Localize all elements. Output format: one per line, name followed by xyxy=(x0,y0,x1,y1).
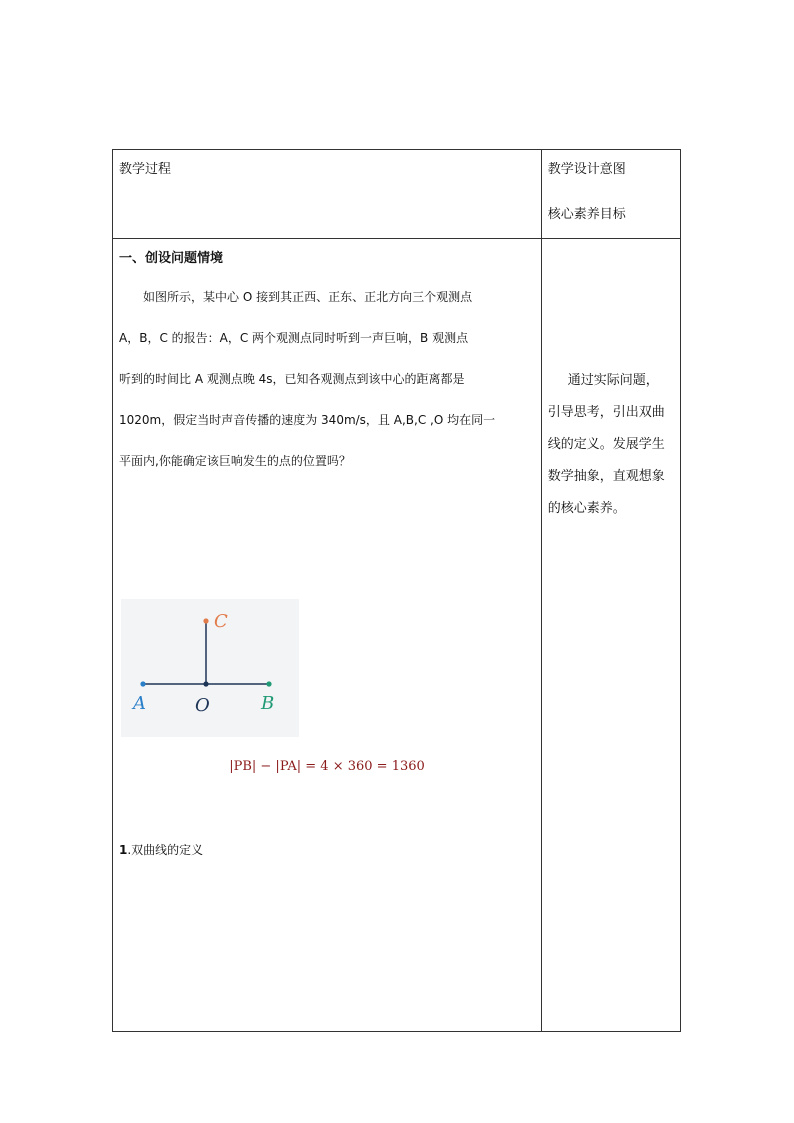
intent-line: 引导思考，引出双曲 xyxy=(547,405,665,420)
intent-line: 数学抽象，直观想象 xyxy=(547,469,665,484)
distance-formula: |PB| − |PA| = 4 × 360 = 1360 xyxy=(229,759,425,774)
point-a xyxy=(140,681,145,686)
header-cell-intent xyxy=(541,150,680,239)
intent-line: 线的定义。发展学生 xyxy=(547,437,665,452)
section-title: 一、创设问题情境 xyxy=(119,251,224,266)
label-c: C xyxy=(214,611,228,632)
label-o: O xyxy=(195,695,210,716)
problem-line: 平面内,你能确定该巨响发生的点的位置吗？ xyxy=(119,454,351,468)
point-b xyxy=(266,681,271,686)
intent-paragraph xyxy=(548,365,676,525)
intent-content-cell xyxy=(541,239,680,1032)
figure-svg xyxy=(121,599,299,737)
label-a: A xyxy=(133,693,146,714)
lesson-table xyxy=(112,149,681,1032)
problem-paragraph xyxy=(119,277,535,482)
header-cell-process xyxy=(113,150,542,239)
process-content-cell xyxy=(113,239,542,1032)
point-c xyxy=(203,618,208,623)
observation-points-figure xyxy=(121,599,299,737)
problem-line: 如图所示，某中心 O 接到其正西、正东、正北方向三个观测点 xyxy=(143,290,473,304)
problem-line: 听到的时间比 A 观测点晚 4s，已知各观测点到该中心的距离都是 xyxy=(119,372,465,386)
definition-number: 1 xyxy=(119,843,128,857)
header-goal-label: 核心素养目标 xyxy=(547,207,626,222)
intent-line: 通过实际问题， xyxy=(567,373,659,388)
definition-heading xyxy=(119,841,203,858)
label-b: B xyxy=(261,693,275,714)
point-o xyxy=(203,681,208,686)
definition-title: .双曲线的定义 xyxy=(127,843,204,857)
intent-line: 的核心素养。 xyxy=(547,501,626,516)
header-process-label: 教学过程 xyxy=(119,162,172,177)
problem-line: 1020m，假定当时声音传播的速度为 340m/s，且 A,B,C ,O 均在同一 xyxy=(119,413,496,427)
problem-line: A，B，C 的报告：A，C 两个观测点同时听到一声巨响，B 观测点 xyxy=(119,331,469,345)
header-intent-label: 教学设计意图 xyxy=(547,162,626,177)
